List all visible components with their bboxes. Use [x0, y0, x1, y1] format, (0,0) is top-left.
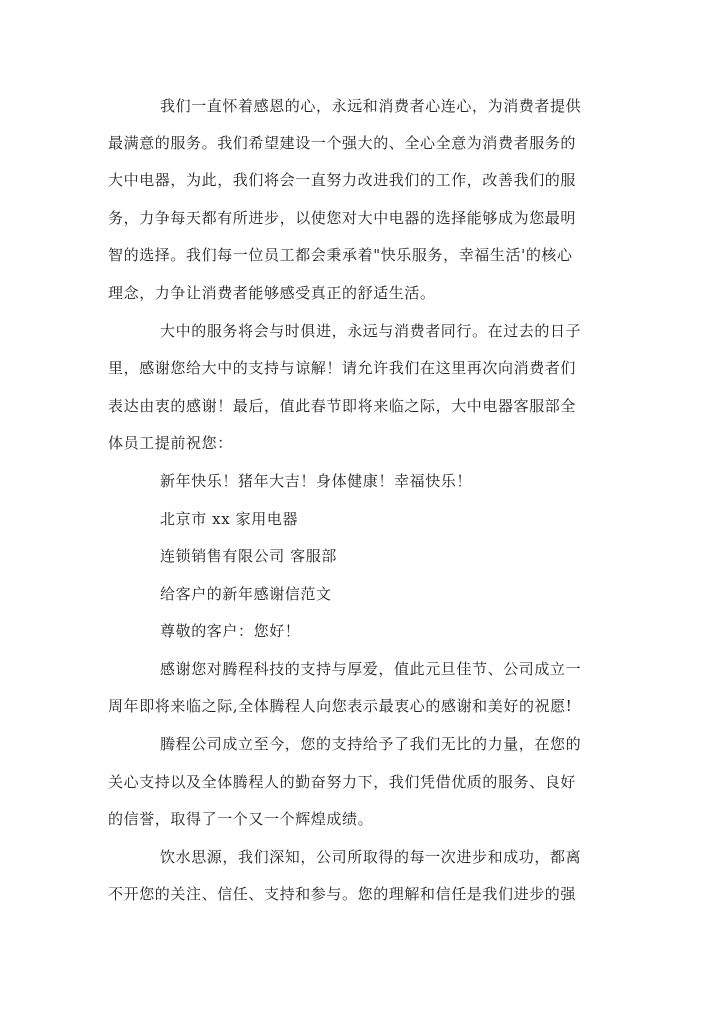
signature-line: 连锁销售有限公司 客服部: [160, 547, 337, 565]
paragraph-line: 智的选择。我们每一位员工都会秉承着"快乐服务，幸福生活'的核心: [108, 246, 573, 264]
greeting-line: 新年快乐！猪年大吉！身体健康！幸福快乐！: [160, 472, 473, 490]
paragraph-line: 感谢您对腾程科技的支持与厚爱，值此元旦佳节、公司成立一: [160, 660, 582, 678]
salutation: 尊敬的客户：您好！: [160, 622, 301, 640]
paragraph-line: 不开您的关注、信任、支持和参与。您的理解和信任是我们进步的强: [108, 885, 577, 903]
signature-line: 北京市 xx 家用电器: [160, 510, 299, 528]
paragraph-line: 里，感谢您给大中的支持与谅解！请允许我们在这里再次向消费者们: [108, 359, 577, 377]
paragraph-line: 我们一直怀着感恩的心，永远和消费者心连心，为消费者提供: [160, 97, 582, 115]
paragraph-line: 饮水思源，我们深知，公司所取得的每一次进步和成功，都离: [160, 848, 582, 866]
paragraph-line: 关心支持以及全体腾程人的勤奋努力下，我们凭借优质的服务、良好: [108, 773, 577, 791]
paragraph-line: 最满意的服务。我们希望建设一个强大的、全心全意为消费者服务的: [108, 134, 577, 152]
paragraph-line: 理念，力争让消费者能够感受真正的舒适生活。: [108, 284, 436, 302]
paragraph-line: 的信誉，取得了一个又一个辉煌成绩。: [108, 810, 374, 828]
paragraph-line: 务，力争每天都有所进步，以使您对大中电器的选择能够成为您最明: [108, 209, 577, 227]
paragraph-line: 表达由衷的感谢！最后，值此春节即将来临之际，大中电器客服部全: [108, 397, 577, 415]
paragraph-line: 大中电器，为此，我们将会一直努力改进我们的工作，改善我们的服: [108, 171, 577, 189]
paragraph-line: 大中的服务将会与时俱进，永远与消费者同行。在过去的日子: [160, 322, 582, 340]
section-title: 给客户的新年感谢信范文: [160, 585, 332, 603]
paragraph-line: 周年即将来临之际,全体腾程人向您表示最衷心的感谢和美好的祝愿!: [108, 697, 573, 715]
paragraph-line: 腾程公司成立至今，您的支持给予了我们无比的力量，在您的: [160, 735, 582, 753]
paragraph-line: 体员工提前祝您：: [108, 434, 233, 452]
